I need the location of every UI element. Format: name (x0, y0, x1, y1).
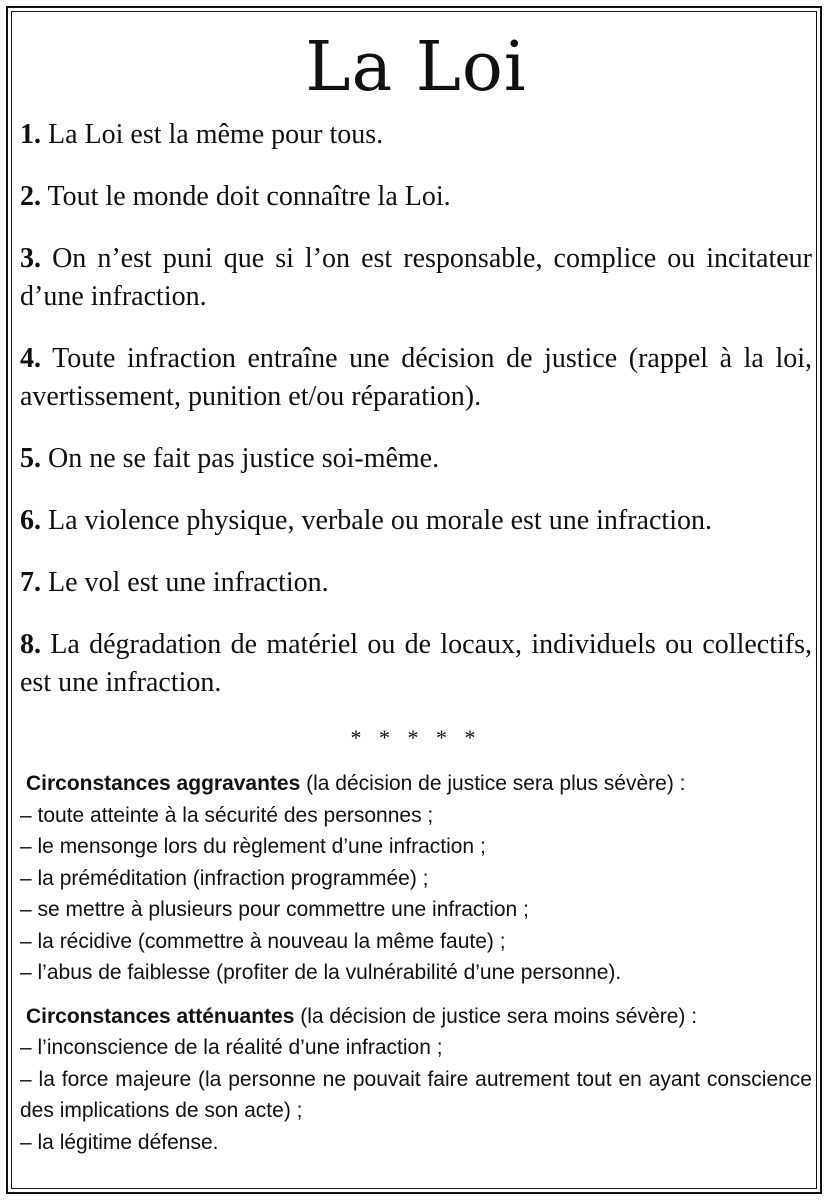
rule-number: 5. (20, 443, 41, 474)
mitigating-list (20, 1032, 812, 1158)
list-item: – la légitime défense. (20, 1130, 219, 1154)
rule-text: La violence physique, verbale ou morale est une infraction. (41, 505, 712, 536)
rule-6 (20, 502, 812, 540)
rule-number: 4. (20, 343, 41, 374)
rule-text: Toute infraction entraîne une décision de justice (rappel à la loi, avertissement, punition et/ou réparation). (20, 343, 812, 412)
list-item: – toute atteinte à la sécurité des personnes ; (20, 803, 434, 827)
mitigating-note: (la décision de justice sera moins sévère) : (294, 1004, 698, 1028)
rule-number: 8. (20, 629, 41, 660)
rule-3 (20, 240, 812, 316)
aggravating-list (20, 800, 812, 989)
rule-2 (20, 178, 812, 216)
aggravating-heading (20, 768, 812, 800)
aggravating-note: (la décision de justice sera plus sévère) : (300, 772, 686, 795)
list-item: – la préméditation (infraction programmée) ; (20, 866, 429, 890)
rules-list (20, 116, 812, 702)
rule-7 (20, 564, 812, 602)
list-item: – la force majeure (la personne ne pouvait faire autrement tout en ayant conscience des implications de son acte) ; (20, 1067, 812, 1122)
rule-text: On ne se fait pas justice soi-même. (41, 443, 440, 474)
rule-text: Tout le monde doit connaître la Loi. (41, 181, 451, 212)
mitigating-title: Circonstances atténuantes (26, 1004, 295, 1028)
rule-text: La Loi est la même pour tous. (41, 119, 384, 150)
rule-number: 7. (20, 567, 41, 598)
rule-5 (20, 440, 812, 478)
rule-4 (20, 340, 812, 416)
aggravating-circumstances (20, 768, 812, 989)
list-item: – la récidive (commettre à nouveau la même faute) ; (20, 929, 506, 953)
rule-8 (20, 626, 812, 702)
section-separator: * * * * * (350, 725, 482, 750)
rule-text: Le vol est une infraction. (41, 567, 329, 598)
rule-number: 2. (20, 181, 41, 212)
page-title: La Loi (305, 28, 527, 107)
list-item: – l’abus de faiblesse (profiter de la vulnérabilité d’une personne). (20, 961, 622, 984)
list-item: – l’inconscience de la réalité d’une infraction ; (20, 1036, 443, 1059)
document-body (20, 18, 812, 1170)
rule-text: On n’est puni que si l’on est responsable, complice ou incitateur d’une infraction. (20, 243, 812, 312)
list-item: – le mensonge lors du règlement d’une infraction ; (20, 835, 486, 858)
mitigating-heading (20, 1001, 812, 1033)
rule-number: 6. (20, 505, 41, 536)
mitigating-circumstances (20, 1001, 812, 1159)
rule-text: La dégradation de matériel ou de locaux, individuels ou collectifs, est une infraction. (20, 629, 812, 698)
rule-1 (20, 116, 812, 154)
rule-number: 1. (20, 119, 41, 150)
aggravating-title: Circonstances aggravantes (26, 772, 301, 795)
rule-number: 3. (20, 243, 41, 274)
list-item: – se mettre à plusieurs pour commettre une infraction ; (20, 898, 529, 921)
